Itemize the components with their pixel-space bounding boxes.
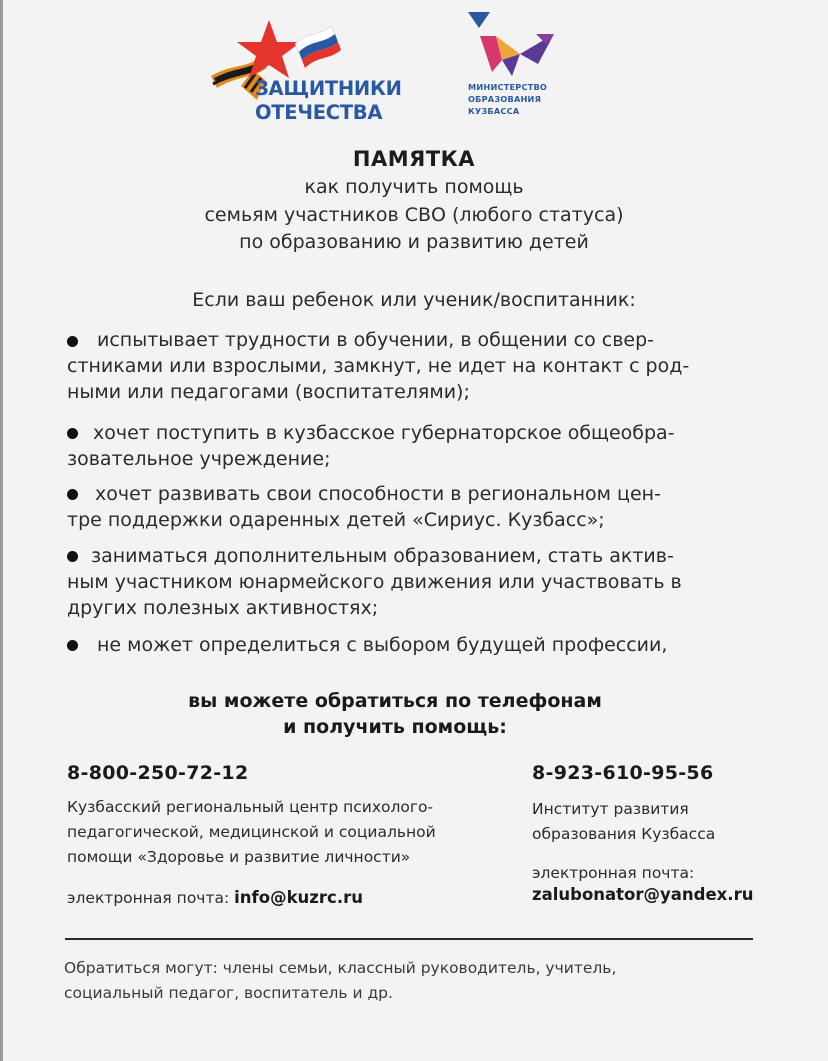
list-item-line: ным участником юнармейского движения или участвовать в [67, 571, 682, 593]
email-row-left [67, 885, 363, 911]
ministry-logo-line3: КУЗБАССА [468, 106, 520, 116]
list-item [67, 481, 767, 533]
org-name-right [532, 797, 715, 847]
intro-text: Если ваш ребенок или ученик/воспитанник: [192, 289, 636, 311]
list-item-line: зовательное учреждение; [67, 448, 331, 470]
footer-note [64, 956, 616, 1006]
org-name-line: помощи «Здоровье и развитие личности» [67, 848, 411, 866]
email-label-left: электронная почта: [67, 889, 230, 907]
list-item-line: не может определиться с выбором будущей профессии, [97, 634, 668, 656]
footer-line: социальный педагог, воспитатель и др. [64, 984, 393, 1002]
divider [65, 938, 753, 940]
email-link-right[interactable]: zalubonator@yandex.ru [532, 885, 754, 904]
ministry-logo [462, 10, 582, 128]
subtitle-line-3: по образованию и развитию детей [239, 231, 589, 253]
org-name-left [67, 795, 436, 870]
org-name-line: Кузбасский региональный центр психолого- [67, 798, 434, 816]
list-item [67, 420, 767, 472]
bullet-dot-icon [67, 489, 78, 500]
list-item [67, 327, 767, 405]
cta-line-2: и получить помощь: [283, 716, 507, 738]
phone-number-right[interactable]: 8-923-610-95-56 [532, 762, 714, 784]
list-item-line: хочет развивать свои способности в региональном цен- [95, 483, 661, 505]
defenders-logo [207, 16, 422, 128]
org-name-line: Институт развития [532, 800, 689, 818]
ministry-logo-line2: ОБРАЗОВАНИЯ [468, 94, 542, 104]
bullet-dot-icon [67, 551, 78, 562]
bullet-dot-icon [67, 640, 78, 651]
list-item-line: стниками или взрослыми, замкнут, не идет на контакт с род- [67, 355, 690, 377]
list-item-line: заниматься дополнительным образованием, стать актив- [91, 545, 674, 567]
subtitle-line-2: семьям участников СВО (любого статуса) [204, 204, 624, 226]
org-name-line: образования Кузбасса [532, 825, 716, 843]
email-link-left[interactable]: info@kuzrc.ru [234, 888, 363, 907]
defenders-logo-line2: ОТЕЧЕСТВА [255, 101, 383, 124]
cta-line-1: вы можете обратиться по телефонам [188, 690, 602, 712]
page-title: ПАМЯТКА [352, 147, 476, 171]
bullet-dot-icon [67, 428, 78, 439]
footer-line: Обратиться могут: члены семьи, классный руководитель, учитель, [64, 959, 617, 977]
subtitle-line-1: как получить помощь [304, 176, 524, 198]
email-label-right: электронная почта: [532, 864, 695, 882]
phone-number-left[interactable]: 8-800-250-72-12 [67, 762, 249, 784]
list-item [67, 543, 767, 621]
ministry-logo-line1: МИНИСТЕРСТВО [468, 82, 548, 92]
list-item-line: ными или педагогами (воспитателями); [67, 381, 470, 403]
list-item-line: тре поддержки одаренных детей «Сириус. Кузбасс»; [67, 509, 605, 531]
list-item [67, 632, 767, 658]
ministry-emblem-icon [462, 10, 582, 80]
list-item-line: других полезных активностях; [67, 597, 379, 619]
defenders-logo-line1: ЗАЩИТНИКИ [255, 77, 402, 100]
list-item-line: испытывает трудности в обучении, в общении со свер- [97, 329, 655, 351]
list-item-line: хочет поступить в кузбасское губернаторское общеобра- [93, 422, 675, 444]
bullet-dot-icon [67, 336, 78, 347]
org-name-line: педагогической, медицинской и социальной [67, 823, 436, 841]
